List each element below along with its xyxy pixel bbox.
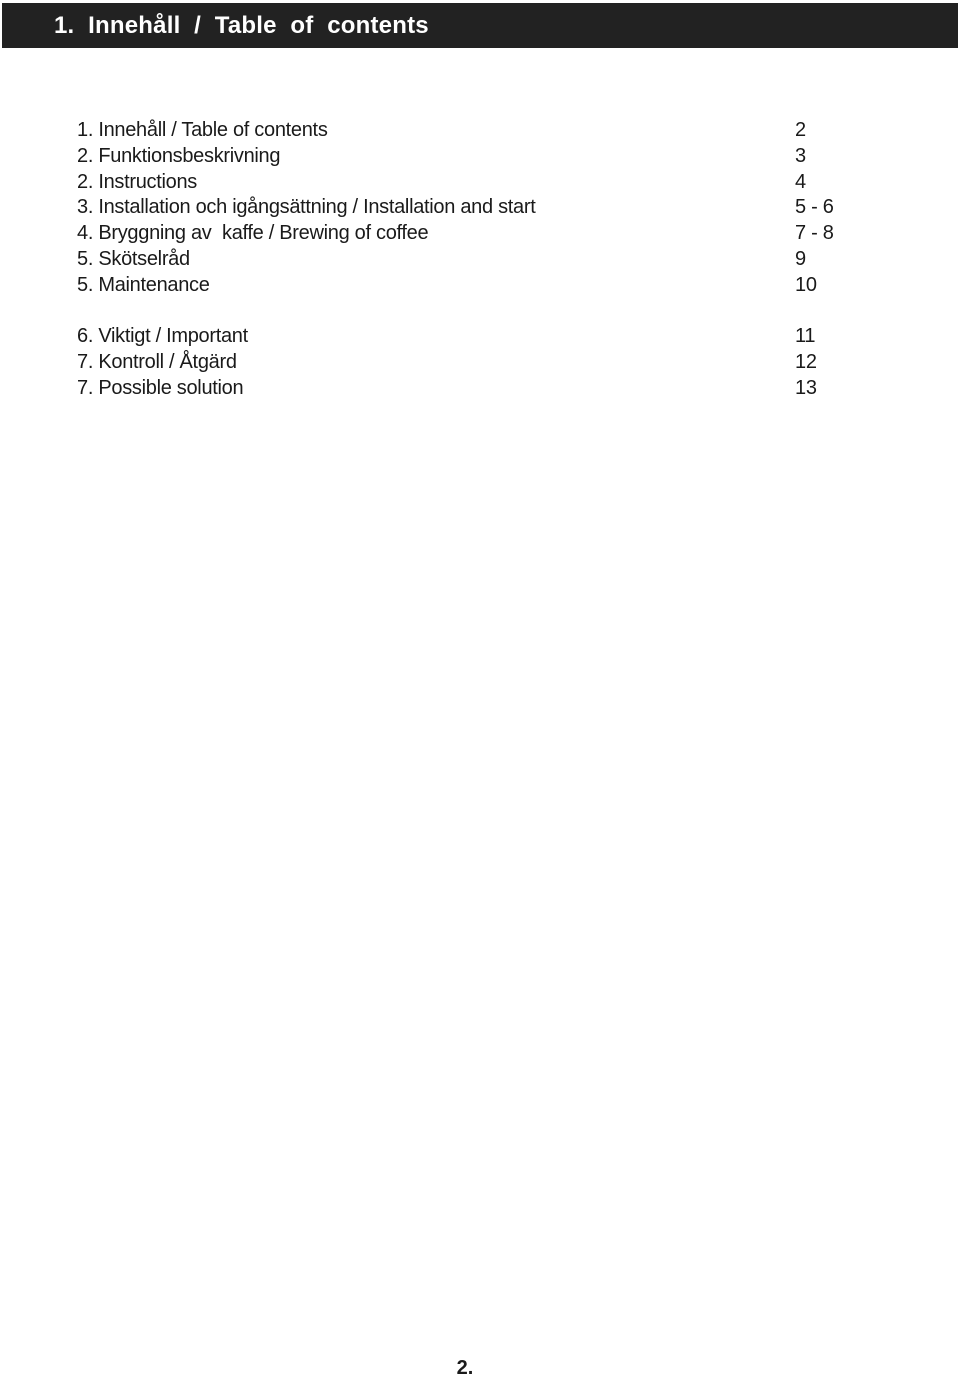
toc-entry — [77, 375, 877, 401]
toc-entry — [77, 143, 877, 169]
toc-entry-label: 5. Maintenance — [77, 273, 210, 296]
toc-entry — [77, 349, 877, 375]
table-of-contents — [77, 117, 877, 401]
toc-entry — [77, 194, 877, 220]
section-header-bar — [2, 3, 958, 48]
toc-entry-label: 1. Innehåll / Table of contents — [77, 119, 328, 141]
toc-entry-label: 6. Viktigt / Important — [77, 325, 248, 348]
toc-entry-label: 5. Skötselråd — [77, 247, 190, 270]
toc-entry — [77, 323, 877, 349]
toc-entry — [77, 220, 877, 246]
toc-entry — [77, 117, 877, 143]
toc-entry-page: 12 — [795, 351, 817, 374]
toc-entry — [77, 169, 877, 195]
toc-entry-label: 7. Kontroll / Åtgärd — [77, 351, 237, 374]
toc-entry-page: 5 - 6 — [795, 196, 834, 219]
page-number: 2. — [456, 1357, 474, 1379]
toc-entry-label: 7. Possible solution — [77, 376, 244, 399]
toc-entry-label: 2. Funktionsbeskrivning — [77, 144, 281, 167]
toc-entry-label: 4. Bryggning av kaffe / Brewing of coffee — [77, 222, 429, 245]
toc-entry — [77, 246, 877, 272]
toc-entry-page: 13 — [795, 376, 817, 399]
toc-entry-page: 4 — [795, 170, 806, 193]
toc-entry-page: 3 — [795, 144, 806, 167]
toc-entry-page: 2 — [795, 119, 806, 141]
toc-entry-page: 11 — [795, 325, 816, 348]
toc-entry-page: 9 — [795, 247, 806, 270]
toc-entry-label: 3. Installation och igångsättning / Installation and start — [77, 196, 536, 219]
section-title: 1. Innehåll / Table of contents — [54, 12, 429, 39]
toc-entry-page: 7 - 8 — [795, 222, 834, 245]
toc-entry-page: 10 — [795, 273, 817, 296]
toc-entry — [77, 272, 877, 298]
toc-entry-label: 2. Instructions — [77, 170, 198, 193]
